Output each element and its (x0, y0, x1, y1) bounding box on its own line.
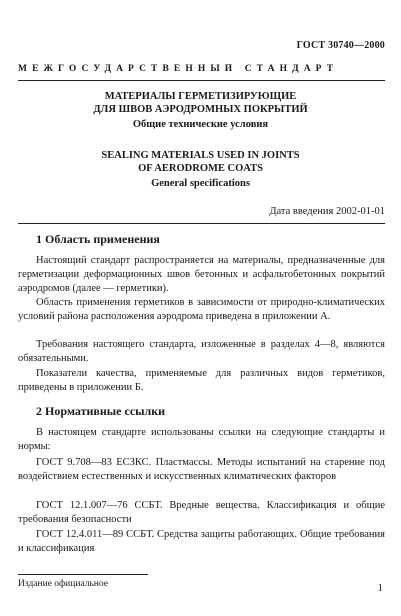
paragraph: Требования настоящего стандарта, изложенные в разделах 4—8, являются обязательными. (18, 339, 385, 364)
document-code: ГОСТ 30740—2000 (296, 40, 385, 51)
paragraph: ГОСТ 9.708—83 ЕСЗКС. Пластмассы. Методы испытаний на старение под воздействием естественных и искусственных климатических факторов (18, 457, 385, 482)
paragraph: Область применения герметиков в зависимости от природно-климатических условий района расположения аэродрома приведена в приложении А. (18, 297, 385, 322)
title-en-line1: SEALING MATERIALS USED IN JOINTS (101, 150, 300, 161)
subtitle-ru: Общие технические условия (132, 119, 269, 130)
title-block (0, 90, 401, 190)
paragraph: ГОСТ 12.1.007—76 ССБТ. Вредные вещества. Классификация и общие требования безопасности (18, 500, 385, 525)
footer-divider (18, 574, 148, 575)
section-heading-scope: 1 Область применения (36, 232, 160, 246)
introduction-date: Дата введения 2002-01-01 (269, 206, 385, 217)
banner-divider (18, 80, 385, 81)
date-divider (18, 223, 385, 224)
paragraph: Показатели качества, применяемые для различных видов герметиков, приведены в приложении Б. (18, 368, 385, 393)
paragraph: Настоящий стандарт распространяется на материалы, предназначенные для герметизации деформационных швов бетонных и асфальтобетонных покрытий аэродромов (далее — герметики). (18, 255, 385, 294)
section-heading-references: 2 Нормативные ссылки (36, 404, 166, 418)
paragraph: ГОСТ 12.4.011—89 ССБТ. Средства защиты работающих. Общие требования и классификация (18, 529, 385, 554)
title-ru-line2: ДЛЯ ШВОВ АЭРОДРОМНЫХ ПОКРЫТИЙ (93, 104, 308, 115)
title-ru-line1: МАТЕРИАЛЫ ГЕРМЕТИЗИРУЮЩИЕ (104, 91, 297, 102)
subtitle-en: General specifications (151, 178, 250, 189)
edition-note: Издание официальное (18, 579, 108, 589)
title-en-line2: OF AERODROME COATS (138, 163, 263, 174)
page-number: 1 (377, 582, 383, 594)
paragraph: В настоящем стандарте использованы ссылки на следующие стандарты и нормы: (18, 427, 385, 452)
standard-banner: МЕЖГОСУДАРСТВЕННЫЙ СТАНДАРТ (18, 64, 339, 74)
